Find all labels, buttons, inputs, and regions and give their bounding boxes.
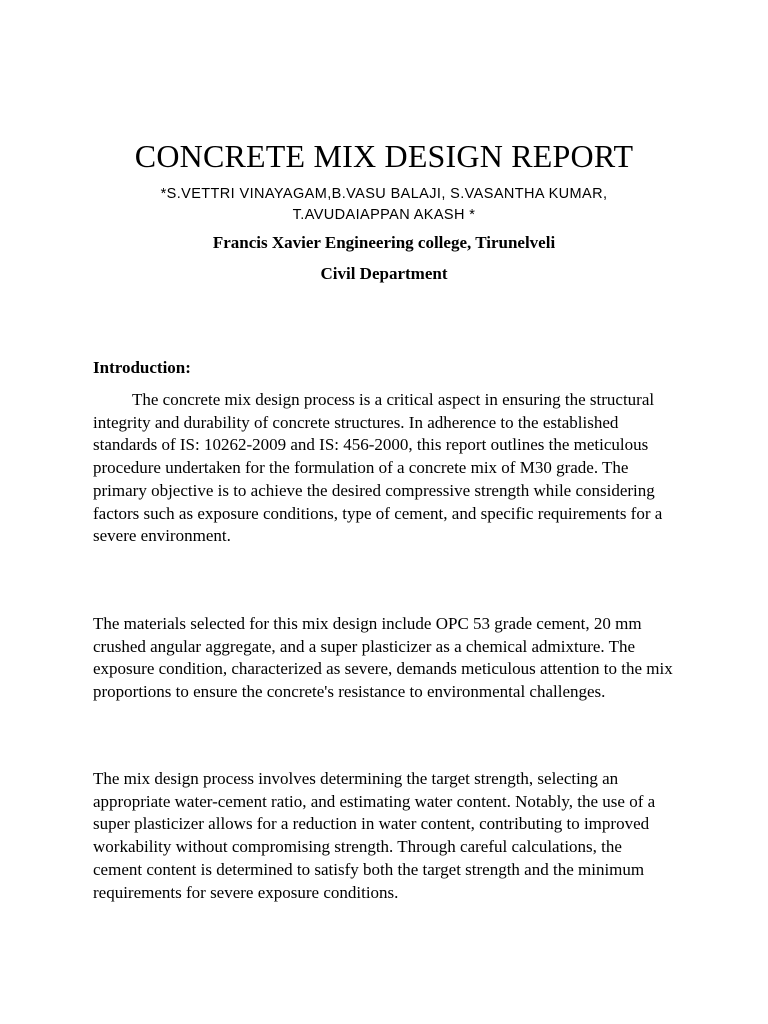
authors-line-1: *S.VETTRI VINAYAGAM,B.VASU BALAJI, S.VASANTHA KUMAR, bbox=[160, 186, 608, 202]
introduction-paragraph-3: The mix design process involves determining the target strength, selecting an appropriate water-cement ratio, and estimating water content. Notably, the use of a super plasticizer allows for a reduction in water content, contributing to improved workability without compromising strength. Through careful calculations, the cement content is determined to satisfy both the target strength and the minimum requirements for severe exposure conditions. bbox=[93, 769, 656, 902]
introduction-heading: Introduction: bbox=[93, 358, 191, 377]
authors-line-2: T.AVUDAIAPPAN AKASH * bbox=[292, 207, 476, 223]
college-name: Francis Xavier Engineering college, Tirunelveli bbox=[212, 233, 556, 252]
introduction-paragraph-2: The materials selected for this mix design include OPC 53 grade cement, 20 mm crushed angular aggregate, and a super plasticizer as a chemical admixture. The exposure condition, characterized as severe, demands meticulous attention to the mix proportions to ensure the concrete's resistance to environmental challenges. bbox=[93, 614, 673, 702]
author-list bbox=[0, 184, 768, 226]
report-title: CONCRETE MIX DESIGN REPORT bbox=[134, 138, 634, 174]
department-name: Civil Department bbox=[320, 264, 448, 283]
introduction-paragraph-1: The concrete mix design process is a critical aspect in ensuring the structural integrity and durability of concrete structures. In adherence to the established standards of IS: 10262-2009 and IS: 456-2000, this report outlines the meticulous procedure undertaken for the formulation of a concrete mix of M30 grade. The primary objective is to achieve the desired compressive strength while considering factors such as exposure conditions, type of cement, and specific requirements for a severe environment. bbox=[93, 390, 663, 546]
